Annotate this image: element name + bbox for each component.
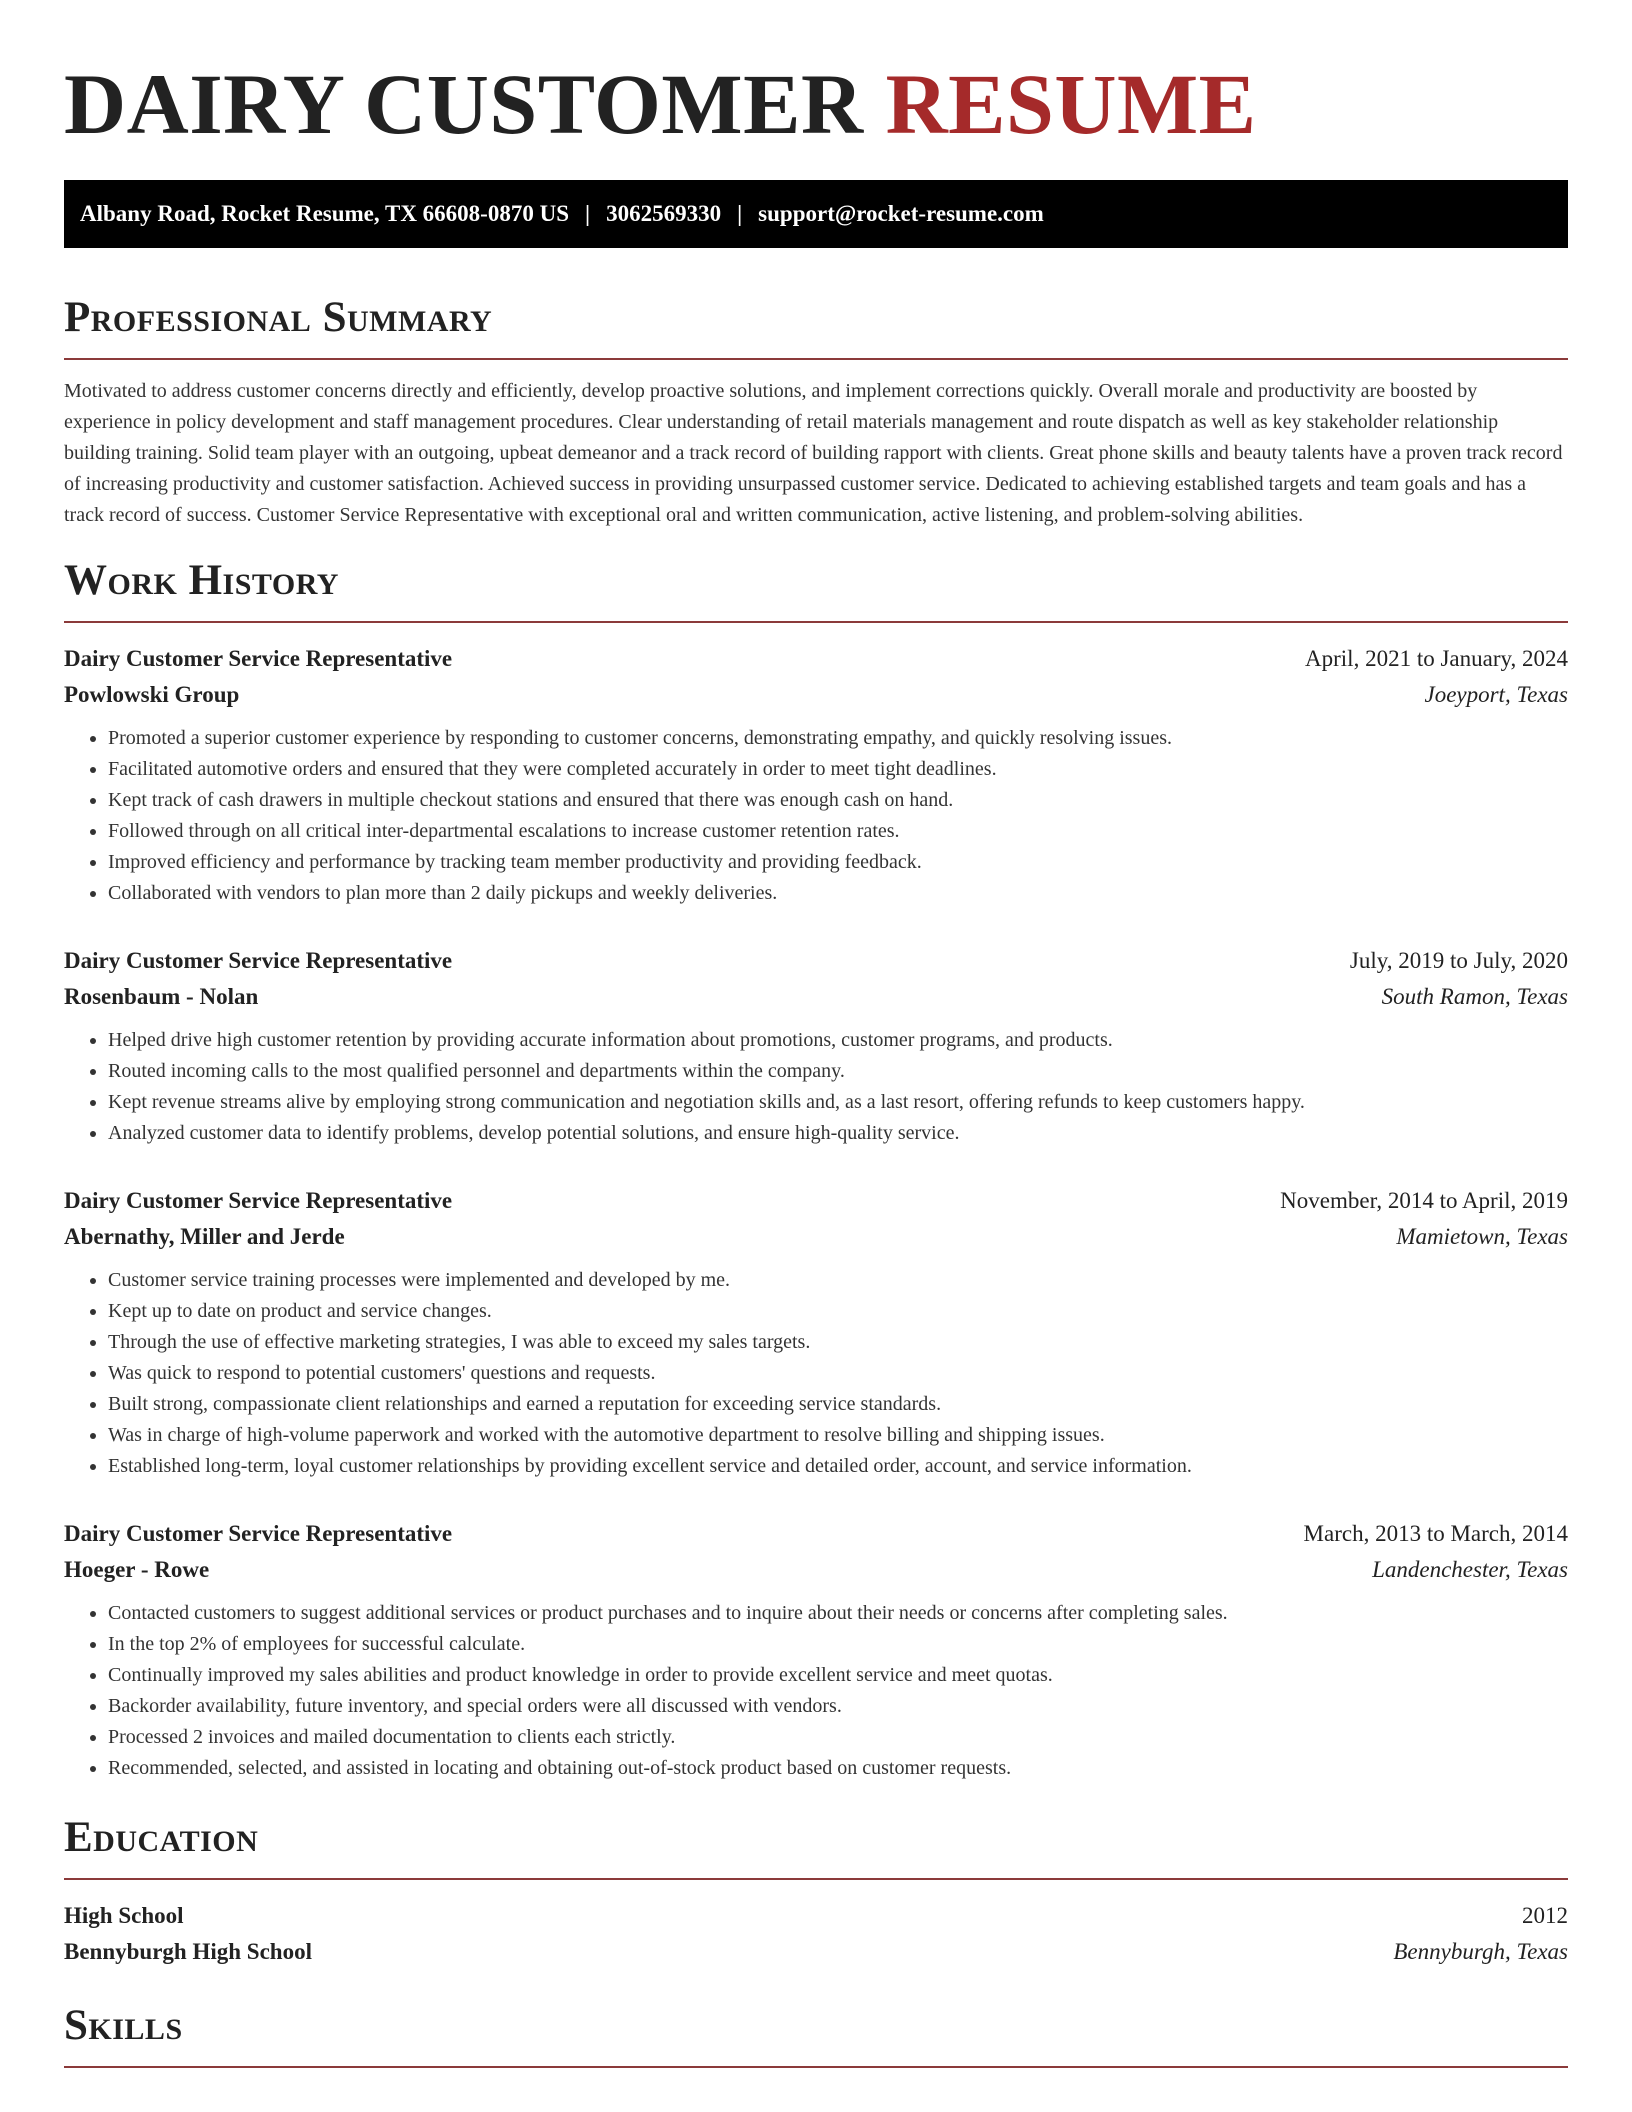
- job-bullet: • Contacted customers to suggest additional services or product purchases and to inquire about their needs or concerns after completing sales.: [108, 1598, 1568, 1629]
- job-bullet: • Collaborated with vendors to plan more than 2 daily pickups and weekly deliveries.: [108, 878, 1568, 909]
- job-location: Mamietown, Texas: [1396, 1224, 1568, 1249]
- contact-email: support@rocket-resume.com: [758, 201, 1044, 226]
- education-school-row: [64, 1934, 1568, 1970]
- job-company-row: [64, 677, 1568, 713]
- title-accent: RESUME: [885, 56, 1257, 152]
- education-year: 2012: [1522, 1903, 1568, 1928]
- job-dates: July, 2019 to July, 2020: [1349, 948, 1568, 973]
- education-school: Bennyburgh High School: [64, 1939, 312, 1964]
- job-bullet: • In the top 2% of employees for successful calculate.: [108, 1629, 1568, 1660]
- job-bullets: [64, 1265, 1568, 1482]
- job-header-row: [64, 1183, 1568, 1219]
- contact-address: Albany Road, Rocket Resume, TX 66608-0870 US: [80, 201, 569, 226]
- job-company-row: [64, 979, 1568, 1015]
- job-bullet: • Continually improved my sales abilities and product knowledge in order to provide excellent service and meet quotas.: [108, 1660, 1568, 1691]
- title-main: DAIRY CUSTOMER: [64, 56, 864, 152]
- job-company-row: [64, 1552, 1568, 1588]
- job-bullet: • Helped drive high customer retention by providing accurate information about promotions, customer programs, and products.: [108, 1025, 1568, 1056]
- education-section: [64, 1812, 1568, 1970]
- job-bullet: • Routed incoming calls to the most qualified personnel and departments within the company.: [108, 1056, 1568, 1087]
- education-location: Bennyburgh, Texas: [1393, 1939, 1568, 1964]
- work-history-section: [64, 555, 1568, 1784]
- summary-heading: Professional Summary: [64, 292, 1568, 360]
- job-header-row: [64, 943, 1568, 979]
- education-degree-row: [64, 1898, 1568, 1934]
- education-heading: Education: [64, 1812, 1568, 1880]
- job-header-row: [64, 1516, 1568, 1552]
- education-degree: High School: [64, 1903, 184, 1928]
- job-entry: [64, 943, 1568, 1149]
- job-company: Hoeger - Rowe: [64, 1557, 210, 1582]
- job-entry: [64, 641, 1568, 909]
- job-bullet: • Was quick to respond to potential customers' questions and requests.: [108, 1358, 1568, 1389]
- contact-phone: 3062569330: [606, 201, 722, 226]
- summary-section: [64, 292, 1568, 531]
- job-bullet: • Kept up to date on product and service changes.: [108, 1296, 1568, 1327]
- job-title: Dairy Customer Service Representative: [64, 646, 453, 671]
- job-title: Dairy Customer Service Representative: [64, 1521, 453, 1546]
- skills-heading: Skills: [64, 2000, 1568, 2068]
- job-title: Dairy Customer Service Representative: [64, 1188, 453, 1213]
- contact-bar: [64, 180, 1568, 248]
- job-bullet: • Kept track of cash drawers in multiple checkout stations and ensured that there was enough cash on hand.: [108, 785, 1568, 816]
- contact-separator: |: [737, 201, 743, 226]
- skills-section: [64, 2000, 1568, 2068]
- job-bullet: • Improved efficiency and performance by tracking team member productivity and providing feedback.: [108, 847, 1568, 878]
- job-bullet: • Facilitated automotive orders and ensured that they were completed accurately in order to meet tight deadlines.: [108, 754, 1568, 785]
- job-dates: March, 2013 to March, 2014: [1303, 1521, 1568, 1546]
- job-location: Landenchester, Texas: [1372, 1557, 1568, 1582]
- job-company-row: [64, 1219, 1568, 1255]
- job-dates: April, 2021 to January, 2024: [1305, 646, 1568, 671]
- job-entry: [64, 1516, 1568, 1784]
- job-dates: November, 2014 to April, 2019: [1280, 1188, 1568, 1213]
- job-bullet: • Backorder availability, future inventory, and special orders were all discussed with vendors.: [108, 1691, 1568, 1722]
- job-bullet: • Recommended, selected, and assisted in locating and obtaining out-of-stock product based on customer requests.: [108, 1753, 1568, 1784]
- job-bullets: [64, 1598, 1568, 1784]
- job-company: Rosenbaum - Nolan: [64, 984, 259, 1009]
- work-history-heading: Work History: [64, 555, 1568, 623]
- job-bullet: • Was in charge of high-volume paperwork and worked with the automotive department to resolve billing and shipping issues.: [108, 1420, 1568, 1451]
- job-bullet: • Through the use of effective marketing strategies, I was able to exceed my sales targets.: [108, 1327, 1568, 1358]
- job-title: Dairy Customer Service Representative: [64, 948, 453, 973]
- education-entry: [64, 1898, 1568, 1970]
- job-bullets: [64, 723, 1568, 909]
- job-bullets: [64, 1025, 1568, 1149]
- job-bullet: • Followed through on all critical inter-departmental escalations to increase customer retention rates.: [108, 816, 1568, 847]
- job-bullet: • Processed 2 invoices and mailed documentation to clients each strictly.: [108, 1722, 1568, 1753]
- job-location: Joeyport, Texas: [1424, 682, 1568, 707]
- contact-separator: |: [585, 201, 591, 226]
- job-bullet: • Built strong, compassionate client relationships and earned a reputation for exceeding service standards.: [108, 1389, 1568, 1420]
- job-company: Powlowski Group: [64, 682, 240, 707]
- job-entry: [64, 1183, 1568, 1482]
- job-bullet: • Kept revenue streams alive by employing strong communication and negotiation skills and, as a last resort, offering refunds to keep customers happy.: [108, 1087, 1568, 1118]
- job-company: Abernathy, Miller and Jerde: [64, 1224, 345, 1249]
- job-location: South Ramon, Texas: [1381, 984, 1568, 1009]
- job-bullet: • Customer service training processes were implemented and developed by me.: [108, 1265, 1568, 1296]
- job-bullet: • Established long-term, loyal customer relationships by providing excellent service and detailed order, account, and service information.: [108, 1451, 1568, 1482]
- summary-text: Motivated to address customer concerns directly and efficiently, develop proactive solutions, and implement corrections quickly. Overall morale and productivity are boosted by experience in policy development and staff management procedures. Clear understanding of retail materials management and route dispatch as well as key stakeholder relationship building training. Solid team player with an outgoing, upbeat demeanor and a track record of building rapport with clients. Great phone skills and beauty talents have a proven track record of increasing productivity and customer satisfaction. Achieved success in providing unsurpassed customer service. Dedicated to achieving established targets and team goals and has a track record of success. Customer Service Representative with exceptional oral and written communication, active listening, and problem-solving abilities.: [64, 380, 1563, 526]
- resume-title: [64, 58, 1568, 150]
- job-header-row: [64, 641, 1568, 677]
- job-bullet: • Analyzed customer data to identify problems, develop potential solutions, and ensure high-quality service.: [108, 1118, 1568, 1149]
- job-bullet: • Promoted a superior customer experience by responding to customer concerns, demonstrating empathy, and quickly resolving issues.: [108, 723, 1568, 754]
